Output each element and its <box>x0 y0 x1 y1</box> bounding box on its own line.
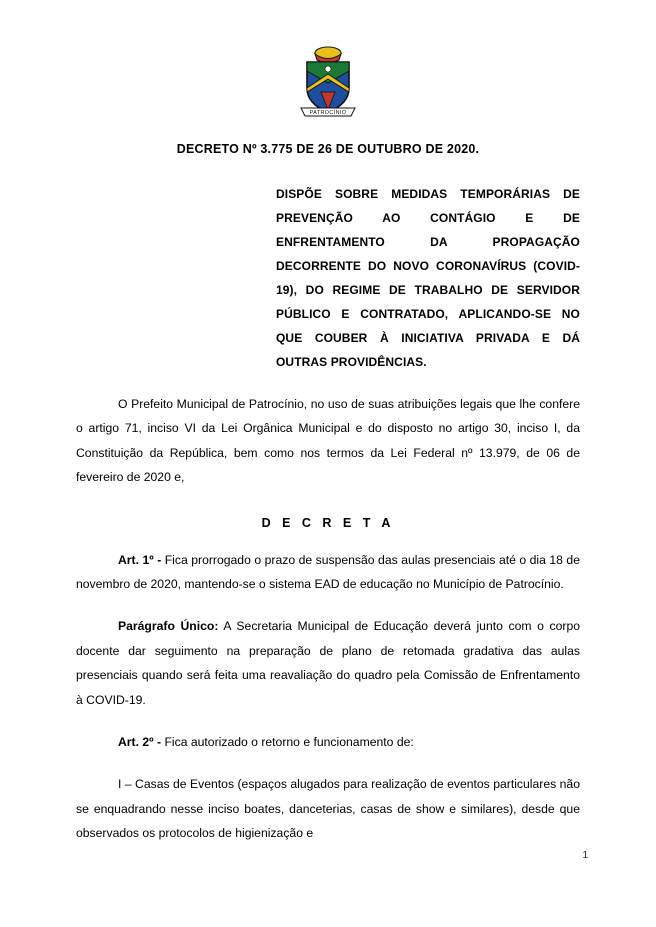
article-text-4: I – Casas de Eventos (espaços alugados para realização de eventos particulares não se enquadrando nesse inciso boates, danceterias, casas de show e similares), desde que observados os protocolos de higienização e <box>76 777 580 841</box>
decreta-heading: D E C R E T A <box>261 515 395 530</box>
article-label-2: Parágrafo Único: <box>118 619 219 634</box>
article-text-3: Fica autorizado o retorno e funcionamento de: <box>161 735 414 750</box>
ementa-paragraph: DISPÕE SOBRE MEDIDAS TEMPORÁRIAS DE PREVENÇÃO AO CONTÁGIO E DE ENFRENTAMENTO DA PROPAGAÇÃO DECORRENTE DO NOVO CORONAVÍRUS (COVID-19), DO REGIME DE TRABALHO DE SERVIDOR PÚBLICO E CONTRATADO, APLICANDO-SE NO QUE COUBER À INICIATIVA PRIVADA E DÁ OUTRAS PROVIDÊNCIAS. <box>276 187 580 369</box>
article-text-2: A Secretaria Municipal de Educação deverá junto com o corpo docente dar seguimento na preparação de plano de retomada gradativa das aulas presenciais quando será feita uma reavaliação do quadro pela Comissão de Enfrentamento à COVID-19. <box>76 619 580 707</box>
article-paragraph-3 <box>76 730 580 754</box>
article-paragraph-2 <box>76 614 580 712</box>
coat-of-arms-container <box>76 0 580 128</box>
page-number: 1 <box>582 850 588 861</box>
article-label-3: Art. 2º - <box>118 735 162 750</box>
preamble-paragraph: O Prefeito Municipal de Patrocínio, no uso de suas atribuições legais que lhe confere o artigo 71, inciso VI da Lei Orgânica Municipal e do disposto no artigo 30, inciso I, da Constituição da República, bem como nos termos da Lei Federal nº 13.979, de 06 de fevereiro de 2020 e, <box>76 397 580 485</box>
coat-of-arms-icon <box>297 44 359 118</box>
article-label-1: Art. 1º - <box>118 552 162 567</box>
svg-text:PATROCÍNIO: PATROCÍNIO <box>309 110 347 116</box>
page-title: DECRETO Nº 3.775 DE 26 DE OUTUBRO DE 2020. <box>176 142 480 156</box>
article-text-1: Fica prorrogado o prazo de suspensão das aulas presenciais até o dia 18 de novembro de 2020, mantendo-se o sistema EAD de educação no Município de Patrocínio. <box>76 552 580 592</box>
article-paragraph-1 <box>76 548 580 597</box>
article-paragraph-4 <box>76 772 580 845</box>
